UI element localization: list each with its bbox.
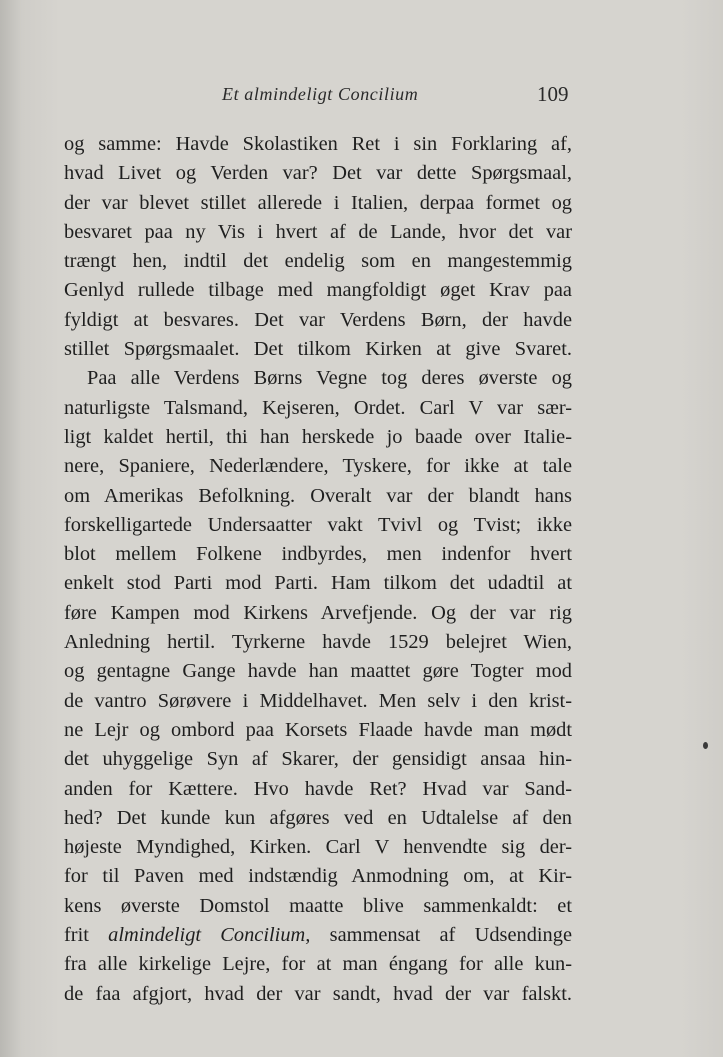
- text-line: føre Kampen mod Kirkens Arvefjende. Og der var rig: [64, 601, 572, 624]
- text-line: stillet Spørgsmaalet. Det tilkom Kirken at give Svaret.: [64, 338, 572, 361]
- text-line: de faa afgjort, hvad der var sandt, hvad der var falskt.: [64, 982, 572, 1005]
- margin-ink-mark: [703, 742, 708, 749]
- text-line: nere, Spaniere, Nederlændere, Tyskere, for ikke at tale: [64, 455, 572, 478]
- text-line: blot mellem Folkene indbyrdes, men indenfor hvert: [64, 543, 572, 566]
- text-line: besvaret paa ny Vis i hvert af de Lande, hvor det var: [64, 220, 572, 243]
- text-line: og samme: Havde Skolastiken Ret i sin Forklaring af,: [64, 133, 572, 155]
- text-line: ligt kaldet hertil, thi han herskede jo baade over Italie-: [64, 425, 572, 448]
- text-line: kens øverste Domstol maatte blive sammenkaldt: et: [64, 894, 572, 917]
- text-line: der var blevet stillet allerede i Italien, derpaa formet og: [64, 191, 572, 214]
- text-segment: sammensat af Udsendinge: [310, 924, 572, 947]
- text-line: forskelligartede Undersaatter vakt Tvivl og Tvist; ikke: [64, 513, 572, 536]
- text-line: hed? Det kunde kun afgøres ved en Udtalelse af den: [64, 806, 572, 829]
- running-head: [0, 82, 723, 112]
- text-line: hvad Livet og Verden var? Det var dette Spørgsmaal,: [64, 162, 572, 185]
- text-line: trængt hen, indtil det endelig som en mangestemmig: [64, 250, 572, 273]
- running-head-title: Et almindeligt Concilium: [222, 84, 419, 104]
- text-line: det uhyggelige Syn af Skarer, der gensidigt ansaa hin-: [64, 748, 572, 771]
- text-line: Paa alle Verdens Børns Vegne tog deres øverste og: [87, 367, 572, 390]
- page-number: 109: [537, 82, 569, 106]
- text-line: de vantro Sørøvere i Middelhavet. Men selv i den krist-: [64, 689, 572, 712]
- text-line: højeste Myndighed, Kirken. Carl V henvendte sig der-: [64, 836, 572, 859]
- text-line: ne Lejr og ombord paa Korsets Flaade havde man mødt: [64, 718, 572, 741]
- text-line: enkelt stod Parti mod Parti. Ham tilkom det udadtil at: [64, 572, 572, 595]
- text-line: for til Paven med indstændig Anmodning om, at Kir-: [64, 865, 572, 888]
- text-line: Genlyd rullede tilbage med mangfoldigt øget Krav paa: [64, 279, 572, 302]
- text-segment: frit: [64, 924, 109, 947]
- body-text: [64, 130, 572, 1009]
- text-line: fyldigt at besvares. Det var Verdens Børn, der havde: [64, 308, 572, 331]
- text-line: fra alle kirkelige Lejre, for at man éngang for alle kun-: [64, 953, 572, 976]
- text-line: anden for Kættere. Hvo havde Ret? Hvad var Sand-: [64, 777, 572, 800]
- text-line: Anledning hertil. Tyrkerne havde 1529 belejret Wien,: [64, 631, 572, 654]
- text-line: og gentagne Gange havde han maattet gøre Togter mod: [64, 660, 572, 683]
- text-line: om Amerikas Befolkning. Overalt var der blandt hans: [64, 484, 572, 507]
- text-line-with-italic: [64, 921, 572, 950]
- text-line: naturligste Talsmand, Kejseren, Ordet. Carl V var sær-: [64, 396, 572, 419]
- italic-phrase: almindeligt Concilium,: [108, 924, 311, 947]
